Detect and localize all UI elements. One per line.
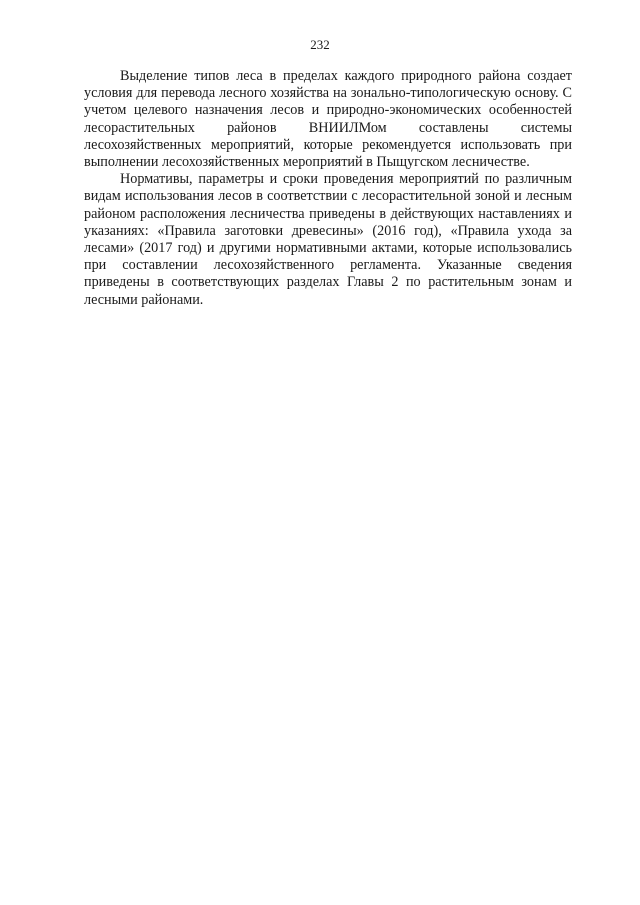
page-number: 232 — [310, 37, 330, 52]
body-text — [84, 68, 572, 309]
paragraph-norms: Нормативы, параметры и сроки проведения мероприятий по различным видам использования лесов в соответствии с лесорастительной зоной и лесным районом расположения лесничества приведены в действующих наставлениях и указаниях: «Правила заготовки древесины» (2016 год), «Правила ухода за лесами» (2017 год) и другими нормативными актами, которые использовались при составлении лесохозяйственного регламента. Указанные сведения приведены в соответствующих разделах Главы 2 по растительным зонам и лесными районами. — [84, 171, 572, 308]
paragraph-forest-types: Выделение типов леса в пределах каждого природного района создает условия для перевода лесного хозяйства на зонально-типологическую основу. С учетом целевого назначения лесов и природно-экономических особенностей лесорастительных районов ВНИИЛМом составлены системы лесохозяйственных мероприятий, которые рекомендуется использовать при выполнении лесохозяйственных мероприятий в Пыщугском лесничестве. — [84, 68, 572, 171]
